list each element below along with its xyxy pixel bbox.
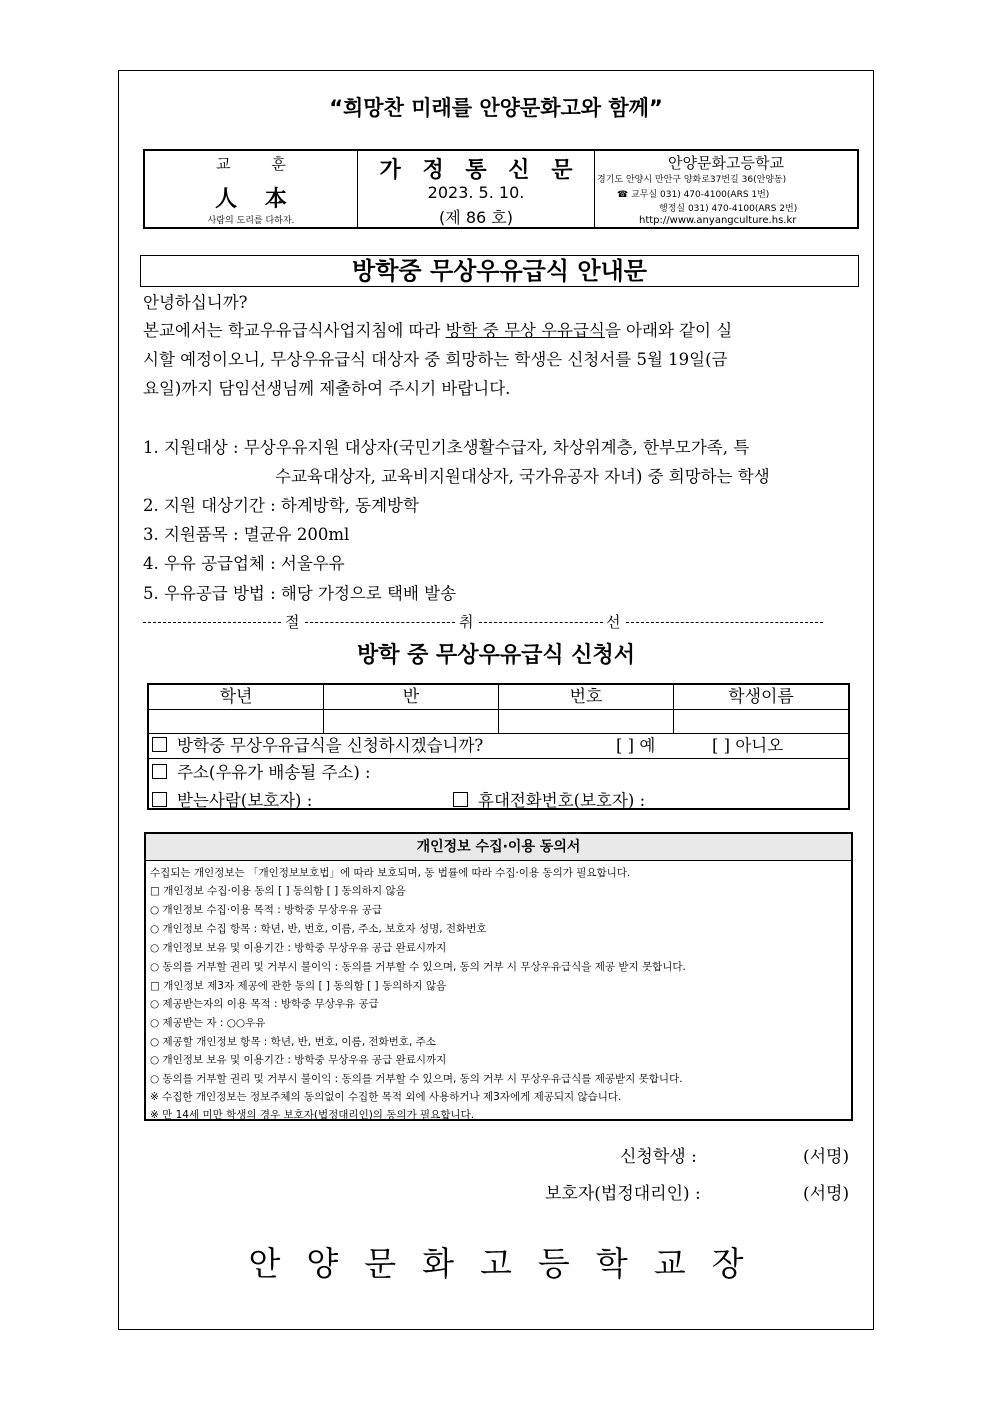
school-phone-office: ☎ 교무실 031) 470-4100(ARS 1번) — [617, 190, 770, 200]
school-name: 안양문화고등학교 — [668, 154, 784, 172]
cut-dash — [479, 622, 603, 623]
notice-paragraph-line-2: 시할 예정이오니, 무상우유급식 대상자 중 희망하는 학생은 신청서를 5월 19일(금 — [143, 350, 728, 369]
student-info-grid — [149, 685, 848, 734]
student-signature-label: 신청학생 : — [620, 1147, 697, 1167]
phone-field[interactable] — [453, 787, 645, 811]
student-name-input-cell[interactable] — [674, 710, 848, 734]
consent-line: ○ 개인정보 수집·이용 목적 : 방학중 무상우유 공급 — [150, 904, 383, 916]
consent-line: ○ 개인정보 보유 및 이용기간 : 방학중 무상우유 공급 완료시까지 — [150, 1054, 447, 1066]
column-header: 학년 — [149, 685, 323, 710]
address-recipient-row — [149, 758, 848, 809]
doc-issue: (제 86 호) — [439, 208, 513, 227]
name-column — [674, 685, 848, 734]
consent-title: 개인정보 수집·이용 동의서 — [146, 834, 851, 861]
notice-paragraph-line-3: 요일)까지 담임선생님께 제출하여 주시기 바랍니다. — [143, 379, 511, 398]
consent-line: 수집되는 개인정보는 「개인정보보호법」에 따라 보호되며, 동 법률에 따라 수집·이용 동의가 필요합니다. — [150, 867, 631, 879]
notice-paragraph-line-1 — [143, 317, 732, 341]
privacy-consent-box — [144, 832, 853, 1121]
consent-line: □ 개인정보 수집·이용 동의 [ ] 동의함 [ ] 동의하지 않음 — [150, 885, 406, 897]
motto-main: 人 本 — [215, 186, 297, 212]
checkbox[interactable] — [152, 737, 167, 752]
school-info-cell — [595, 151, 857, 227]
grade-input-cell[interactable] — [149, 710, 323, 734]
cut-dash — [143, 622, 281, 623]
checkbox[interactable] — [152, 764, 167, 779]
consent-line: ○ 제공받는 자 : ○○우유 — [150, 1017, 266, 1029]
text-span: 을 아래와 같이 실 — [604, 321, 733, 340]
option-no[interactable]: [ ] 아니오 — [712, 736, 784, 755]
guardian-signature-field[interactable]: (서명) — [803, 1184, 850, 1204]
application-form — [147, 683, 850, 810]
list-item: 2. 지원 대상기간 : 하계방학, 동계방학 — [143, 496, 419, 515]
consent-line: ○ 제공받는자의 이용 목적 : 방학중 무상우유 공급 — [150, 998, 379, 1010]
school-phone-admin: 행정실 031) 470-4100(ARS 2번) — [659, 204, 798, 214]
school-address: 경기도 안양시 만안구 양화로37번길 36(안양동) — [597, 175, 787, 185]
list-item: 3. 지원품목 : 멸균유 200ml — [143, 525, 350, 544]
number-input-cell[interactable] — [499, 710, 673, 734]
application-title: 방학 중 무상우유급식 신청서 — [356, 643, 635, 668]
consent-line: ○ 개인정보 수집 항목 : 학년, 반, 번호, 이름, 주소, 보호자 성명, 전화번호 — [150, 923, 487, 935]
apply-question — [152, 734, 483, 758]
consent-line: □ 개인정보 제3자 제공에 관한 동의 [ ] 동의함 [ ] 동의하지 않음 — [150, 980, 447, 992]
cut-dash — [626, 622, 823, 623]
motto-sub: 사람의 도리를 다하자. — [207, 216, 295, 226]
address-field[interactable] — [152, 759, 371, 783]
column-header: 학생이름 — [674, 685, 848, 710]
consent-line: ※ 만 14세 미만 학생의 경우 보호자(법정대리인)의 동의가 필요합니다. — [150, 1109, 475, 1121]
cut-dash — [305, 622, 455, 623]
guardian-signature-label: 보호자(법정대리인) : — [545, 1184, 701, 1204]
number-column — [499, 685, 674, 734]
student-signature-field[interactable]: (서명) — [803, 1147, 850, 1167]
doc-date: 2023. 5. 10. — [427, 183, 525, 202]
consent-line: ○ 동의를 거부할 권리 및 거부시 불이익 : 동의를 거부할 수 있으며, 동의 거부 시 무상우유급식을 제공 받지 못합니다. — [150, 961, 686, 973]
consent-line: ○ 동의를 거부할 권리 및 거부시 불이익 : 동의를 거부할 수 있으며, 동의 거부 시 무상우유급식를 제공받지 못합니다. — [150, 1073, 683, 1085]
cut-char: 선 — [606, 613, 621, 631]
cut-char: 취 — [459, 613, 474, 631]
letter-header — [143, 149, 859, 229]
notice-title: 방학중 무상우유급식 안내문 — [140, 255, 859, 287]
list-item-continuation: 수교육대상자, 교육비지원대상자, 국가유공자 자녀) 중 희망하는 학생 — [275, 467, 770, 486]
option-yes[interactable]: [ ] 예 — [616, 736, 656, 755]
consent-line: ○ 제공할 개인정보 항목 : 학년, 반, 번호, 이름, 전화번호, 주소 — [150, 1036, 436, 1048]
recipient-label: 받는사람(보호자) : — [177, 791, 313, 810]
doc-info-cell — [358, 151, 595, 227]
column-header: 반 — [324, 685, 498, 710]
underlined-text: 방학 중 무상 우유급식 — [445, 321, 605, 340]
cut-char: 절 — [285, 613, 300, 631]
list-item: 1. 지원대상 : 무상우유지원 대상자(국민기초생활수급자, 차상위계층, 한부모가족, 특 — [143, 438, 750, 457]
text-span: 본교에서는 학교우유급식사업지침에 따라 — [143, 321, 446, 340]
consent-line: ○ 개인정보 보유 및 이용기간 : 방학중 무상우유 공급 완료시까지 — [150, 942, 447, 954]
checkbox[interactable] — [152, 792, 167, 807]
doc-title: 가 정 통 신 문 — [379, 158, 580, 183]
recipient-field[interactable] — [152, 787, 312, 811]
consent-line: ※ 수집한 개인정보는 정보주체의 동의없이 수집한 목적 외에 사용하거나 제3자에게 제공되지 않습니다. — [150, 1091, 622, 1103]
motto-label: 교 훈 — [216, 155, 304, 173]
school-motto-banner: “희망찬 미래를 안양문화고와 함께” — [329, 96, 663, 120]
checkbox[interactable] — [453, 792, 468, 807]
school-website: http://www.anyangculture.hs.kr — [639, 215, 797, 226]
phone-label: 휴대전화번호(보호자) : — [478, 791, 646, 810]
apply-question-row — [149, 733, 848, 759]
grade-column — [149, 685, 324, 734]
apply-question-text: 방학중 무상우유급식을 신청하시겠습니까? — [177, 736, 484, 755]
motto-cell — [145, 151, 358, 227]
cut-line — [143, 611, 823, 631]
column-header: 번호 — [499, 685, 673, 710]
greeting: 안녕하십니까? — [143, 293, 248, 312]
class-input-cell[interactable] — [324, 710, 498, 734]
list-item: 5. 우유공급 방법 : 해당 가정으로 택배 발송 — [143, 584, 457, 603]
address-label: 주소(우유가 배송될 주소) : — [177, 763, 371, 782]
class-column — [324, 685, 499, 734]
principal-signature: 안양문화고등학교장 — [248, 1244, 770, 1283]
list-item: 4. 우유 공급업체 : 서울우유 — [143, 554, 345, 573]
